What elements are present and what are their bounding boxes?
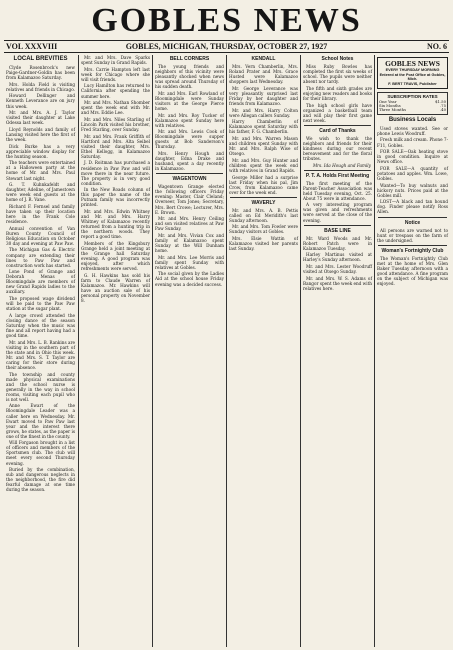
- news-item: The township and county made physical examinations and the school nurse is generally in the way in school rooms, visiting each pupil who is not well.: [6, 371, 75, 402]
- news-item: Mr. and Mrs. Niles Starling of Lincoln Park visited his brother, Fred Starling, over Sunday.: [81, 116, 150, 132]
- news-item: Mr. and Mrs. Nathan Shomber spent the week end with Mr. and Mrs. Eddie Lee.: [81, 100, 150, 116]
- section-heading: Notice: [404, 219, 421, 226]
- news-item: Lucy Hamilton has returned to California after spending the summer here.: [81, 83, 150, 99]
- divider: [304, 125, 371, 126]
- news-item: Clyde Rosenbrock's new Paige-Gardner-Goldin has been from Kalamazoo Saturday.: [6, 65, 75, 81]
- volume-label: VOL XXXVIII: [6, 42, 58, 51]
- dateline-bar: [4, 40, 449, 53]
- classified-ad: LOST—A black and tan hound dog. Finder please notify Ross Allen.: [377, 199, 448, 215]
- news-item: Harley Martinus visited at Harley's Sunday afternoon.: [303, 252, 372, 263]
- news-item: G. T. Kuhnkafeldt and daughter, Adeline, of Jamestown were week end guests at the home of J. R. Vane.: [6, 182, 75, 203]
- news-item: Howard Dellinger and Kenneth Leverance are on jury this week.: [6, 93, 75, 109]
- news-item: Mrs. Holda Field is visiting relatives and friends in Chicago.: [6, 81, 76, 92]
- column-2: [78, 55, 152, 647]
- section-heading: School Notes: [321, 56, 354, 62]
- news-item: Richard F. Fernsel and family have taken up their location here in the Frank Cole residence.: [6, 203, 75, 225]
- news-columns: [4, 55, 449, 647]
- news-item: Will Forgason brought in a list of officers and members of the Sportsmen club. The club will meet every second Thursday evening.: [6, 440, 75, 466]
- classified-ad: FOR SALE—A quantity of potatoes and apples. Wm. Lowe, Gobles.: [377, 165, 448, 181]
- rate-value: .40: [439, 107, 446, 113]
- subscription-rates-title: SUBSCRIPTION RATES: [387, 94, 438, 100]
- news-item: Buried by the combination, sub and dangerous neglects in the neighborhood, the fire did fearful damage at one time during the season.: [6, 467, 75, 493]
- classified-ad: Wanted—To buy walnuts and hickory nuts. Prices paid at the Gobles mill.: [377, 182, 448, 198]
- news-item: A large crowd attended the closing dance of the season Saturday when the music was fine and all report having had a good time.: [6, 312, 75, 339]
- card-of-thanks-signature: Mrs. Ida Hough and Family: [312, 162, 371, 168]
- column-6: [374, 55, 450, 647]
- news-item: Mr. and Mrs. Henry Ceiling and son visited relatives at Paw Paw Sunday.: [155, 216, 224, 232]
- classified-ad: FOR SALE—Oak heating stove in good condition. Inquire at News office.: [377, 149, 448, 165]
- news-item: Mr. and Mrs. Edwin Whitney and Mr. and Mrs. Harry Whitney of Kalamazoo recently returned from a hunting trip in the northern woods. They report a good time.: [81, 209, 150, 240]
- news-item: Mr. and Mrs. L. B. Rankins are visiting in the southern part of the state and in Ohio this week. Mr. and Mrs. S. T. Taylor are caring for their store during their absence.: [6, 339, 75, 370]
- divider: [156, 173, 223, 174]
- rate-label: Six Months: [379, 102, 401, 108]
- section-heading: Woman's Fortnightly Club: [381, 247, 444, 254]
- news-item: Mrs. Elsie Wattin of Kalamazoo visited her parents last Sunday.: [229, 236, 298, 252]
- news-item: J. D. Roitman has purchased a residence in Paw Paw and will move there in the near future. The property is in very good condition.: [81, 160, 150, 186]
- news-item: Mr. and Mrs. Dave Sparks spent Sunday in Grand Rapids.: [81, 55, 150, 66]
- news-item: The first meeting of the Parent-Teacher Association was held Tuesday evening, Oct. 25. About 75 were in attendance.: [303, 180, 372, 201]
- news-item: Anne Ewart of the Bloomingdale Leader was a caller here on Wednesday. Mr. Ewart moved to Paw Paw last year and the interest there grows, he states, as the paper is one of the finest in the county.: [6, 403, 75, 439]
- news-item: Annual convention of Van Buren County Council of Religious Education on October 30 day and evening at Paw Paw.: [6, 225, 75, 246]
- news-item: Mr. and Mrs. Guy Hunter and children spent the week end with relatives in Grand Rapids.: [229, 157, 298, 173]
- column-1: [4, 55, 77, 647]
- place-date: GOBLES, MICHIGAN, THURSDAY, OCTOBER 27, 1927: [125, 42, 328, 51]
- news-item: Mr. and Mrs. Warren Mason and children spent Sunday with Mr. and Mrs. Ralph Wise of Otsego.: [229, 135, 298, 157]
- news-item: The Michigan Gas & Electric company are extending their lines to Paw Paw and construction work has started.: [6, 247, 75, 268]
- section-heading: KENDALL: [251, 56, 276, 62]
- news-item: Mr. and Mrs. W. S. Adams of Bangor spent the week end with relatives here.: [303, 275, 372, 291]
- column-4: [226, 55, 300, 647]
- publisher-box-line: Entered at the Post Office at Gobles, Mich.: [379, 72, 446, 82]
- card-of-thanks-text: We wish to thank the neighbors and friends for their kindness during our recent bereavement and for the floral tributes.: [303, 135, 372, 161]
- publisher-box-line: F. BERT TRAVIS, Publisher: [388, 81, 437, 86]
- masthead-title: GOBLES NEWS: [91, 2, 362, 39]
- news-item: Mr. and Mrs. Earl Rowland of Bloomingdale were Sunday visitors at the George Pierce home.: [155, 90, 224, 111]
- news-item: Members of the Kingsbury Grange held a joint meeting at the Grange hall Saturday evening. A good program was enjoyed, after which refreshments were served.: [81, 240, 150, 272]
- news-item: Lone Pond of Grange and Deborah Menas of Bloomingdale are members of new Grand Rapids ladies to the auxiliary.: [6, 269, 75, 295]
- news-item: Mr. Ward Woods and Mr. Robert Patch were in Kalamazoo Tuesday.: [303, 235, 372, 251]
- section-heading: WAGENTOWN: [172, 176, 207, 183]
- news-item: In the New Roads column of this paper the name of the Putnam family was incorrectly printed.: [81, 187, 150, 208]
- news-item: Mr. and Mrs. Lester Woodruff visited at Otsego Sunday.: [303, 263, 372, 275]
- column-5: [300, 55, 374, 647]
- section-heading: P. T. A. Holds First Meeting: [305, 172, 370, 179]
- card-of-thanks-heading: Card of Thanks: [319, 127, 356, 134]
- news-item: Mr. George Leverance was very pleasantly surprised last Friday by her daughter and friends from Kalamazoo.: [229, 85, 298, 106]
- section-heading: BELL CORNERS: [169, 56, 210, 62]
- divider: [378, 245, 447, 246]
- notice-text: All persons are warned not to hunt or trespass on the farm of the undersigned.: [377, 227, 448, 243]
- news-item: The social given by the Ladies Aid at the school house Friday evening was a decided success.: [155, 271, 224, 287]
- news-item: The teachers were entertained at a Halloween party at the home of Mr. and Mrs. Paul Stewart last night.: [6, 160, 75, 181]
- rate-row: [379, 108, 446, 112]
- section-heading: LOCAL BREVITIES: [13, 56, 68, 62]
- news-item: Mr. and Mrs. Lee Morris and family spent Sunday with relatives at Gobles.: [155, 254, 224, 270]
- section-heading: Business Locals: [388, 116, 437, 123]
- news-item: Miss Ruby Bowles has completed the first six weeks of school. The pupils were neither absent nor tardy.: [303, 64, 372, 85]
- section-heading: BASE LINE: [324, 227, 351, 234]
- news-item: Mr. and Mrs. Harry Colton were Allegan callers Sunday.: [229, 107, 298, 118]
- divider: [378, 217, 447, 218]
- classified-ad: Used stoves wanted. See or phone Lewis Woodruff.: [377, 125, 448, 136]
- news-item: Mrs. Henry Hough and daughter, Edna Drake and husband, spent a day recently in Kalamazoo.: [155, 151, 224, 172]
- publisher-box-line: EVERY THURSDAY MORNING: [385, 68, 440, 72]
- news-item: Mrs. Vern Chamberlin, Mrs. Roland Prater and Mrs. Grace Husted were Kalamazoo shoppers last Wednesday.: [229, 64, 298, 85]
- section-heading: WAVERLY: [251, 199, 276, 206]
- news-item: A very interesting program was given and refreshments were served at the close of the evening.: [303, 202, 372, 223]
- news-item: Mr. and Mrs. Vivian Cox and family of Kalamazoo spent Sunday at the Will Dunham home.: [155, 232, 224, 254]
- news-item: The fifth and sixth grades are enjoying new readers and books for their library.: [303, 85, 372, 101]
- classified-ad: Fresh milk and cream. Phone 7-F11, Gobles.: [377, 137, 448, 148]
- publisher-box: [377, 57, 448, 89]
- news-item: Mr. and Mrs. Lewis Cook of Bloomingdale were supper guests at Bob Sanderson's Thursday.: [155, 129, 224, 150]
- divider: [304, 170, 371, 171]
- rate-value: $1.50: [435, 98, 446, 104]
- news-item: The proposed wage dividend will be paid to the Paw Paw station at the sugar plant.: [6, 296, 75, 312]
- publisher-box-title: GOBLES NEWS: [385, 59, 440, 68]
- news-item: Dick Burke has a very appreciable window display for the hunting season.: [6, 143, 75, 159]
- news-item: Wagentown Grange elected the following officers Friday evening: Master, Clair Cleland; Overseer, Tom Jones; Secretary, Mrs. Bert Crowe; Lecturer, Mrs. E. Brown.: [155, 184, 224, 215]
- news-item: Mrs. Carrie Hampton left last week for Chicago where she will visit friends.: [81, 66, 150, 82]
- divider: [230, 197, 297, 198]
- news-item: The Woman's Fortnightly Club met at the home of Mrs. Glen Baker Tuesday afternoon with a good attendance. A fine program on the subject of Michigan was enjoyed.: [377, 255, 448, 286]
- news-item: The high school girls have organized a basketball team and will play their first game next week.: [303, 102, 372, 123]
- column-3: [152, 55, 226, 647]
- news-item: Mr. and Mrs. Roy Tucker of Kalamazoo spent Sunday here with relatives.: [155, 112, 224, 128]
- divider: [304, 225, 371, 226]
- news-item: Mr. and Mrs. A. J. Taylor visited their daughter at Lake Odessa last week.: [6, 110, 75, 126]
- rate-label: One Year: [379, 98, 397, 104]
- news-item: Harry Chamberlin of Kalamazoo spent Saturday with his father, F. G. Chamberlin.: [229, 119, 298, 135]
- subscription-rates: [377, 92, 448, 114]
- issue-number: NO. 6: [427, 42, 447, 51]
- news-item: George Miller had a surprise last Friday when his pal, Jim Crow, from Kalamazoo came over for the week end.: [229, 174, 298, 195]
- news-item: Mr. and Mrs. A. B. Pettis called on Ed Meridith's last Sunday afternoon.: [229, 207, 298, 223]
- rate-value: .75: [439, 102, 446, 108]
- news-item: The young friends and neighbors of this vicinity were pleasantly shocked when news was spread around Thursday of his sudden death.: [155, 64, 224, 90]
- rate-label: Three Months: [379, 107, 407, 113]
- news-item: Mr. and Mrs. Frank Griffith of Hartford and Mrs. Alta Seibel visited their daughter, Mrs. Ethel Kellogg, in Kalamazoo Saturday.: [81, 133, 150, 159]
- news-item: Lloyd Reynolds and family of Lansing visited here the first of the week.: [6, 126, 75, 142]
- news-item: Mr. and Mrs. Tom Fowler were Sunday visitors at Gobles.: [229, 224, 298, 235]
- news-item: G. H. Hawkins has sold his farm to Claude Warren of Kalamazoo. Mr. Hawkins will have an auction sale of his personal property on November 8.: [81, 272, 150, 304]
